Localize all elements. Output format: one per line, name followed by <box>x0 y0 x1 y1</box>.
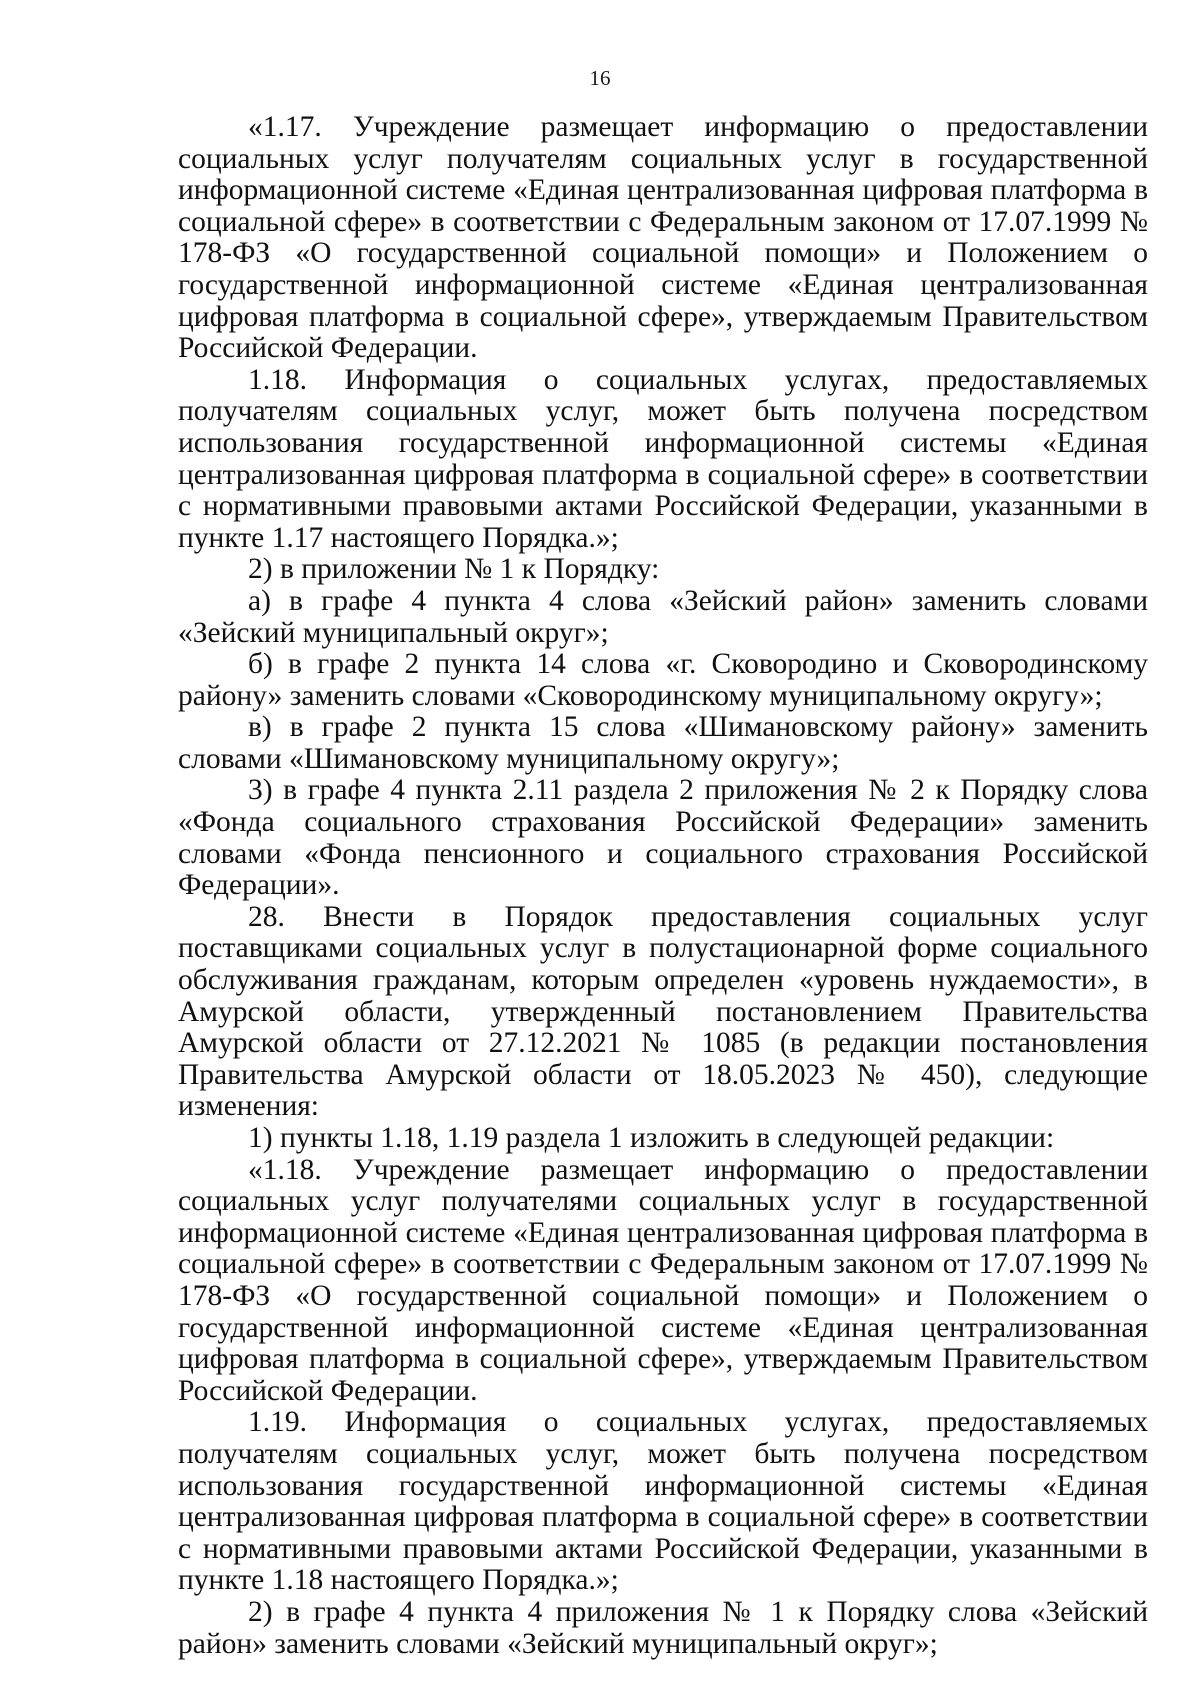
paragraph-subitem-b: б) в графе 2 пункта 14 слова «г. Сковородино и Сковородинскому району» заменить словами «Сковородинскому муниципальному округу»; <box>178 648 1148 712</box>
paragraph-1-17: «1.17. Учреждение размещает информацию о предоставлении социальных услуг получателям социальных услуг в государственной информационной системе «Единая централизованная цифровая платформа в социальной сфере» в соответствии с Федеральным законом от 17.07.1999 № 178-ФЗ «О государственной социальной помощи» и Положением о государственной информационной системе «Единая централизованная цифровая платформа в социальной сфере», утверждаемым Правительством Российской Федерации. <box>178 111 1148 365</box>
paragraph-new-1-18: «1.18. Учреждение размещает информацию о предоставлении социальных услуг получателями социальных услуг в государственной информационной системе «Единая централизованная цифровая платформа в социальной сфере» в соответствии с Федеральным законом от 17.07.1999 № 178-ФЗ «О государственной социальной помощи» и Положением о государственной информационной системе «Единая централизованная цифровая платформа в социальной сфере», утверждаемым Правительством Российской Федерации. <box>178 1153 1148 1407</box>
paragraph-new-1-19: 1.19. Информация о социальных услугах, предоставляемых получателям социальных услуг, может быть получена посредством использования государственной информационной системы «Единая централизованная цифровая платформа в социальной сфере» в соответствии с нормативными правовыми актами Российской Федерации, указанными в пункте 1.18 настоящего Порядка.»; <box>178 1406 1148 1597</box>
document-body <box>178 112 1148 1660</box>
paragraph-subitem-v: в) в графе 2 пункта 15 слова «Шимановскому району» заменить словами «Шимановскому муниципальному округу»; <box>178 711 1148 775</box>
paragraph-28: 28. Внести в Порядок предоставления социальных услуг поставщиками социальных услуг в полустационарной форме социального обслуживания гражданам, которым определен «уровень нуждаемости», в Амурской области, утвержденный постановлением Правительства Амурской области от 27.12.2021 № 1085 (в редакции постановления Правительства Амурской области от 18.05.2023 № 450), следующие изменения: <box>178 900 1148 1123</box>
page-number: 16 <box>589 66 611 90</box>
paragraph-28-item-2: 2) в графе 4 пункта 4 приложения № 1 к Порядку слова «Зейский район» заменить словами «Зейский муниципальный округ»; <box>178 1595 1148 1660</box>
paragraph-item-2: 2) в приложении № 1 к Порядку: <box>248 553 660 586</box>
paragraph-subitem-a: а) в графе 4 пункта 4 слова «Зейский район» заменить словами «Зейский муниципальный округ»; <box>178 584 1148 649</box>
paragraph-1-18: 1.18. Информация о социальных услугах, предоставляемых получателям социальных услуг, может быть получена посредством использования государственной информационной системы «Единая централизованная цифровая платформа в социальной сфере» в соответствии с нормативными правовыми актами Российской Федерации, указанными в пункте 1.17 настоящего Порядка.»; <box>178 363 1148 554</box>
paragraph-item-3: 3) в графе 4 пункта 2.11 раздела 2 приложения № 2 к Порядку слова «Фонда социального страхования Российской Федерации» заменить словами «Фонда пенсионного и социального страхования Российской Федерации». <box>178 774 1148 902</box>
paragraph-28-item-1: 1) пункты 1.18, 1.19 раздела 1 изложить в следующей редакции: <box>248 1122 1055 1154</box>
